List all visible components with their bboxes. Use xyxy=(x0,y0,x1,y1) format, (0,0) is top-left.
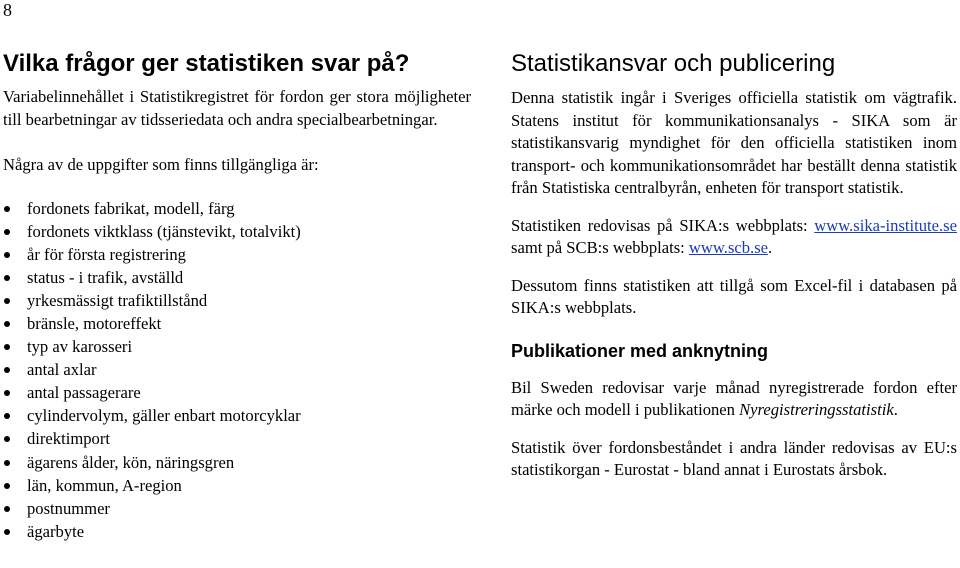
website-text-3: . xyxy=(768,238,773,257)
list-lead: Några av de uppgifter som finns tillgängliga är: xyxy=(3,155,319,174)
list-item: ägarbyte xyxy=(3,520,471,543)
sika-link[interactable]: www.sika-institute.se xyxy=(814,215,957,235)
publication-title: Nyregistreringsstatistik xyxy=(739,400,894,419)
website-paragraph xyxy=(511,215,957,260)
page-number: 8 xyxy=(3,0,12,20)
scb-link[interactable]: www.scb.se xyxy=(688,238,769,257)
eurostat-paragraph: Statistik över fordonsbeståndet i andra länder redovisas av EU:s statistikorgan - Eurostat - bland annat i Eurostats årsbok. xyxy=(511,437,957,479)
intro-paragraph: Variabelinnehållet i Statistikregistret för fordon ger stora möjligheter till bearbetningar av tidsseriedata och andra specialbearbetningar. xyxy=(3,87,471,129)
variable-list xyxy=(3,197,471,543)
list-item: ägarens ålder, kön, näringsgren xyxy=(3,451,471,474)
list-item: postnummer xyxy=(3,497,471,520)
list-item: år för första registrering xyxy=(3,243,471,266)
list-item: fordonets viktklass (tjänstevikt, totalvikt) xyxy=(3,220,471,243)
publications-heading: Publikationer med anknytning xyxy=(511,340,769,361)
website-text-1: Statistiken redovisas på SIKA:s webbplats: xyxy=(511,215,815,235)
right-heading: Statistikansvar och publicering xyxy=(511,50,836,77)
list-item: antal axlar xyxy=(3,358,471,381)
left-column xyxy=(3,50,471,543)
bil-sweden-end: . xyxy=(893,400,898,419)
left-heading: Vilka frågor ger statistiken svar på? xyxy=(3,50,410,77)
website-text-2: samt på SCB:s webbplats: xyxy=(511,238,689,257)
list-item: cylindervolym, gäller enbart motorcyklar xyxy=(3,404,471,427)
list-item: typ av karosseri xyxy=(3,335,471,358)
list-item: antal passagerare xyxy=(3,381,471,404)
bil-sweden-text: Bil Sweden redovisar varje månad nyregistrerade fordon efter märke och modell i publikationen xyxy=(511,377,957,419)
responsibility-paragraph: Denna statistik ingår i Sveriges officiella statistik om vägtrafik. Statens institut för kommunikationsanalys - SIKA som är statistikansvarig myndighet för den officiella statistiken inom transport- och kommunikationsområdet har beställt denna statistik från Statistiska centralbyrån, enheten för transport statistik. xyxy=(511,88,957,197)
list-item: fordonets fabrikat, modell, färg xyxy=(3,197,471,220)
list-item: yrkesmässigt trafiktillstånd xyxy=(3,289,471,312)
list-item: status - i trafik, avställd xyxy=(3,266,471,289)
bil-sweden-paragraph xyxy=(511,377,957,422)
list-item: bränsle, motoreffekt xyxy=(3,312,471,335)
right-column xyxy=(511,50,957,482)
database-paragraph: Dessutom finns statistiken att tillgå som Excel-fil i databasen på SIKA:s webbplats. xyxy=(511,275,957,317)
list-item: direktimport xyxy=(3,427,471,450)
list-item: län, kommun, A-region xyxy=(3,474,471,497)
